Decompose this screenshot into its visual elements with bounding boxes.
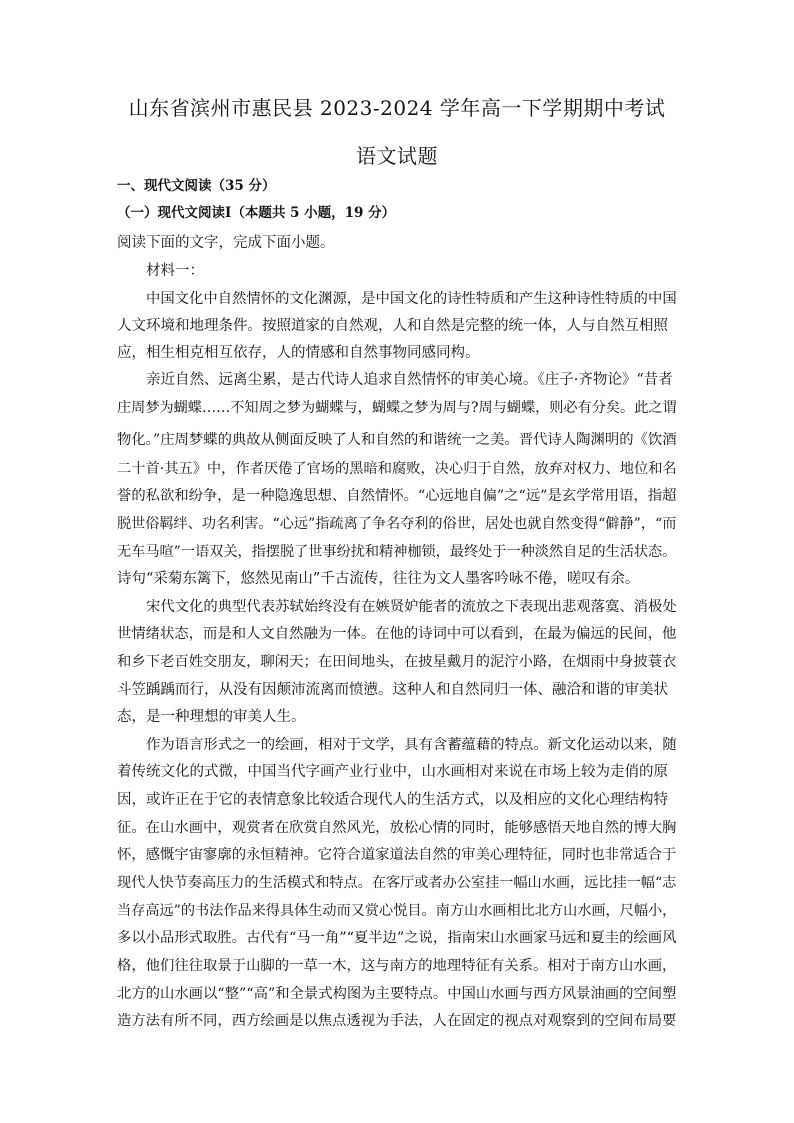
paragraph-line: 二十首·其五》中，作者厌倦了官场的黑暗和腐败，决心归于自然，放弃对权力、地位和名 [117,461,677,477]
paragraph-line: 誉的私欲和纷争，是一种隐逸思想、自然情怀。“心远地自偏”之“远”是玄学常用语，指超 [117,488,677,504]
paragraph-line: 和乡下老百姓交朋友，聊闲天；在田间地头，在披星戴月的泥泞小路，在烟雨中身披蓑衣 [117,654,677,670]
title-line-2: 语文试题 [356,144,438,168]
paragraph-line: 世情绪状态，而是和人文自然融为一体。在他的诗词中可以看到，在最为偏远的民间，他 [117,626,677,642]
paragraph-line: 征。在山水画中，观赏者在欣赏自然风光，放松心情的同时，能够感悟天地自然的博大胸 [117,820,677,836]
paragraph-line: 亲近自然、远离尘累，是古代诗人追求自然情怀的审美心境。《庄子·齐物论》“昔者 [146,372,673,388]
paragraph-line: 作为语言形式之一的绘画，相对于文学，具有含蓄蕴藉的特点。新文化运动以来，随 [146,737,677,753]
paragraph-line: 现代人快节奏高压力的生活模式和特点。在客厅或者办公室挂一幅山水画，远比挂一幅“志 [117,875,677,891]
instruction: 阅读下面的文字，完成下面小题。 [117,235,335,251]
paragraph-line: 诗句“采菊东篱下，悠然见南山”千古流传，往往为文人墨客吟咏不倦，嗟叹有余。 [117,571,640,587]
paragraph-line: 人文环境和地理条件。按照道家的自然观，人和自然是完整的统一体，人与自然互相照 [117,318,668,334]
subsection-heading: （一）现代文阅读Ⅰ（本题共 5 小题，19 分） [117,205,396,221]
paragraph-line: 态，是一种理想的审美人生。 [117,709,306,725]
paragraph-line: 斗笠踽踽而行，从没有因颠沛流离而愤懑。这种人和自然同归一体、融洽和谐的审美状 [117,682,668,698]
paragraph-line: 着传统文化的式微，中国当代字画产业行业中，山水画相对来说在市场上较为走俏的原 [117,764,668,780]
section-heading: 一、现代文阅读（35 分） [117,178,276,194]
paragraph-line: 怀，感慨宇宙寥廓的永恒精神。它符合道家道法自然的审美心理特征，同时也非常适合于 [117,847,677,863]
paragraph-line: 当存高远”的书法作品来得具体生动而又赏心悦目。南方山水画相比北方山水画，尺幅小， [117,903,677,919]
paragraph-line: 无车马喧”一语双关，指摆脱了世事纷扰和精神枷锁，最终处于一种淡然自足的生活状态。 [117,544,677,560]
paragraph-line: 格，他们往往取景于山脚的一草一木，这与南方的地理特征有关系。相对于南方山水画， [117,958,677,974]
title-line-1: 山东省滨州市惠民县 2023-2024 学年高一下学期期中考试 [128,96,666,120]
paragraph-line: 应，相生相克相互依存，人的情感和自然事物同感同构。 [117,345,480,361]
paragraph-line: 物化。”庄周梦蝶的典故从侧面反映了人和自然的和谐统一之美。晋代诗人陶渊明的《饮酒 [117,432,677,448]
paragraph-line: 中国文化中自然情怀的文化渊源，是中国文化的诗性特质和产生这种诗性特质的中国 [146,291,677,307]
material-label: 材料一： [146,263,204,279]
paragraph-line: 造方法有所不同，西方绘画是以焦点透视为手法，人在固定的视点对观察到的空间布局要 [117,1013,677,1029]
paragraph-line: 宋代文化的典型代表苏轼始终没有在嫉贤妒能者的流放之下表现出悲观落寞、消极处 [146,599,677,615]
paragraph-line: 北方的山水画以“整”“高”和全景式构图为主要特点。中国山水画与西方风景油画的空间塑 [117,986,677,1002]
paragraph-line: 庄周梦为蝴蝶……不知周之梦为蝴蝶与，蝴蝶之梦为周与?周与蝴蝶，则必有分矣。此之谓 [117,400,677,416]
paragraph-line: 多以小品形式取胜。古代有“马一角”“夏半边”之说，指南宋山水画家马远和夏圭的绘画风 [117,930,677,946]
paragraph-line: 因，或许正在于它的表情意象比较适合现代人的生活方式，以及相应的文化心理结构特 [117,792,668,808]
paragraph-line: 脱世俗羁绊、功名利害。“心远”指疏离了争名夺利的俗世，居处也就自然变得“僻静”，“而 [117,516,677,532]
